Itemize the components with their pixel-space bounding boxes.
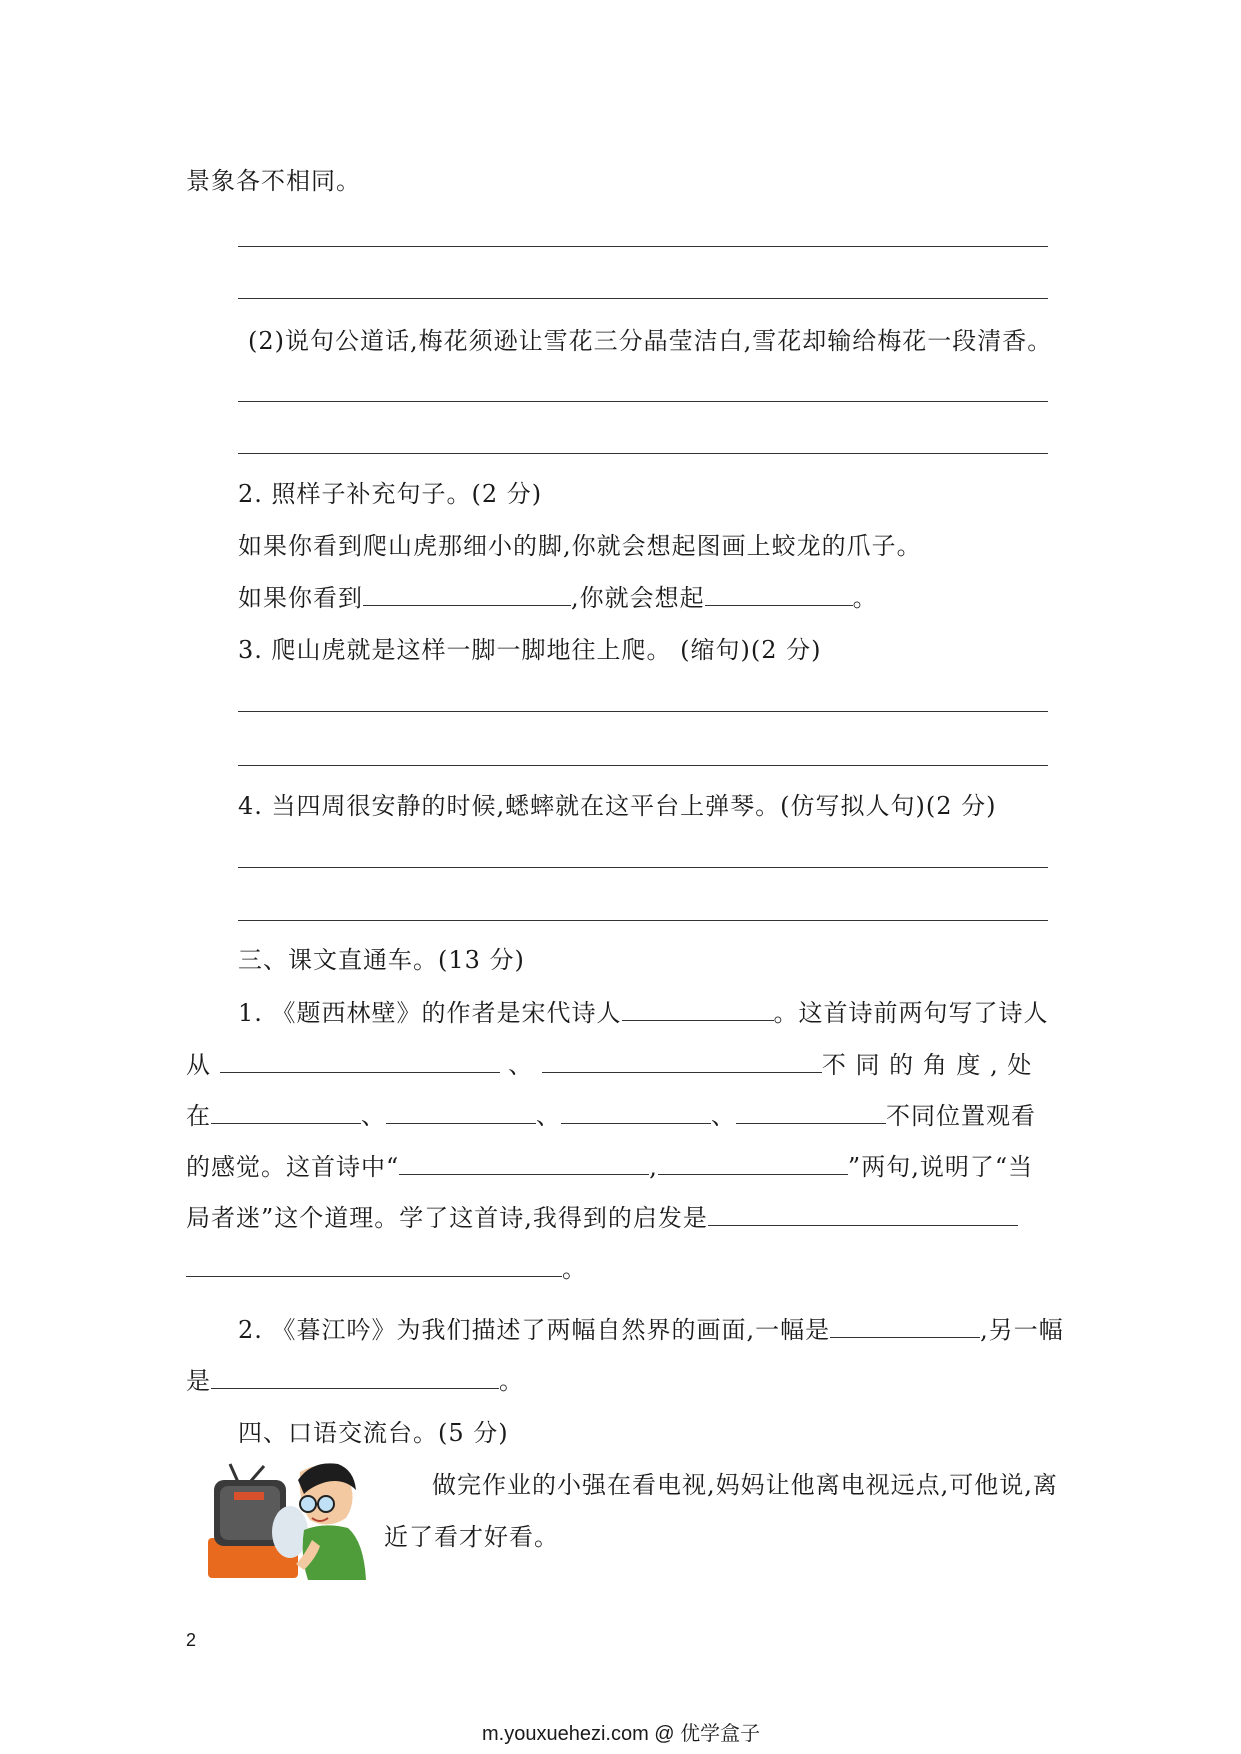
text: 。 xyxy=(499,1367,524,1395)
question-2-example: 如果你看到爬山虎那细小的脚,你就会想起图画上蛟龙的爪子。 xyxy=(238,532,922,560)
footer-watermark: m.youxuehezi.com @ 优学盒子 xyxy=(482,1723,761,1745)
text: 不同位置观看 xyxy=(886,1102,1036,1130)
blank[interactable] xyxy=(186,1254,562,1277)
section-3-line-2 xyxy=(186,1049,1032,1081)
text: 。 xyxy=(562,1255,587,1283)
text: 局者迷”这个道理。学了这首诗,我得到的启发是 xyxy=(186,1204,708,1232)
text: , xyxy=(649,1153,658,1181)
text: 1. 《题西林壁》的作者是宋代诗人 xyxy=(238,999,622,1027)
text: 从 xyxy=(186,1051,211,1079)
blank[interactable] xyxy=(386,1101,536,1124)
answer-line[interactable] xyxy=(238,246,1048,247)
fill-text: ,你就会想起 xyxy=(571,584,705,612)
blank[interactable] xyxy=(220,1050,500,1073)
boy-watching-tv-illustration xyxy=(208,1460,368,1584)
section-3-title: 三、课文直通车。(13 分) xyxy=(238,946,525,974)
text: 、 xyxy=(536,1102,561,1130)
answer-line[interactable] xyxy=(238,765,1048,766)
blank[interactable] xyxy=(830,1315,980,1338)
text: 。这首诗前两句写了诗人 xyxy=(773,999,1049,1027)
section-3-line-3 xyxy=(186,1100,1036,1132)
blank[interactable] xyxy=(658,1152,848,1175)
page-number: 2 xyxy=(186,1630,198,1650)
section-3-line-4 xyxy=(186,1151,1033,1183)
text: 2. 《暮江吟》为我们描述了两幅自然界的画面,一幅是 xyxy=(238,1316,831,1344)
question-2-fill xyxy=(238,582,878,614)
fill-text: 。 xyxy=(852,584,878,612)
text: ”两句,说明了“当 xyxy=(847,1153,1034,1181)
section-4-title: 四、口语交流台。(5 分) xyxy=(238,1419,509,1447)
answer-line[interactable] xyxy=(238,920,1048,921)
blank[interactable] xyxy=(622,998,774,1021)
answer-line[interactable] xyxy=(238,453,1048,454)
text: 、 xyxy=(711,1102,736,1130)
blank[interactable] xyxy=(211,1101,361,1124)
section-3-q2-line-2 xyxy=(186,1365,524,1397)
section-4-text-2: 近了看才好看。 xyxy=(384,1523,559,1551)
section-3-line-6 xyxy=(186,1253,587,1285)
fill-text: 如果你看到 xyxy=(238,584,363,612)
blank[interactable] xyxy=(399,1152,649,1175)
blank[interactable] xyxy=(736,1101,886,1124)
blank[interactable] xyxy=(542,1050,822,1073)
text: 的感觉。这首诗中“ xyxy=(186,1153,400,1181)
blank[interactable] xyxy=(561,1101,711,1124)
question-2-title: 2. 照样子补充句子。(2 分) xyxy=(238,480,543,508)
text: 、 xyxy=(508,1051,534,1079)
section-3-line-5 xyxy=(186,1202,1018,1234)
question-4: 4. 当四周很安静的时候,蟋蟀就在这平台上弹琴。(仿写拟人句)(2 分) xyxy=(238,792,997,820)
question-1-2: (2)说句公道话,梅花须逊让雪花三分晶莹洁白,雪花却输给梅花一段清香。 xyxy=(248,327,1053,355)
section-4-text-1: 做完作业的小强在看电视,妈妈让他离电视远点,可他说,离 xyxy=(432,1471,1058,1499)
text: ,另一幅 xyxy=(980,1316,1064,1344)
question-3: 3. 爬山虎就是这样一脚一脚地往上爬。 (缩句)(2 分) xyxy=(238,636,822,664)
answer-line[interactable] xyxy=(238,298,1048,299)
text: 、 xyxy=(361,1102,386,1130)
text: 在 xyxy=(186,1102,211,1130)
answer-line[interactable] xyxy=(238,401,1048,402)
blank[interactable] xyxy=(705,583,853,606)
blank[interactable] xyxy=(363,583,571,606)
text: 是 xyxy=(186,1367,211,1395)
answer-line[interactable] xyxy=(238,867,1048,868)
section-3-line-1 xyxy=(238,997,1049,1029)
section-3-q2-line-1 xyxy=(238,1314,1064,1346)
continued-text: 景象各不相同。 xyxy=(186,167,361,195)
blank[interactable] xyxy=(211,1366,499,1389)
blank[interactable] xyxy=(708,1203,1018,1226)
answer-line[interactable] xyxy=(238,711,1048,712)
text: 不 同 的 角 度 , 处 xyxy=(821,1051,1033,1079)
